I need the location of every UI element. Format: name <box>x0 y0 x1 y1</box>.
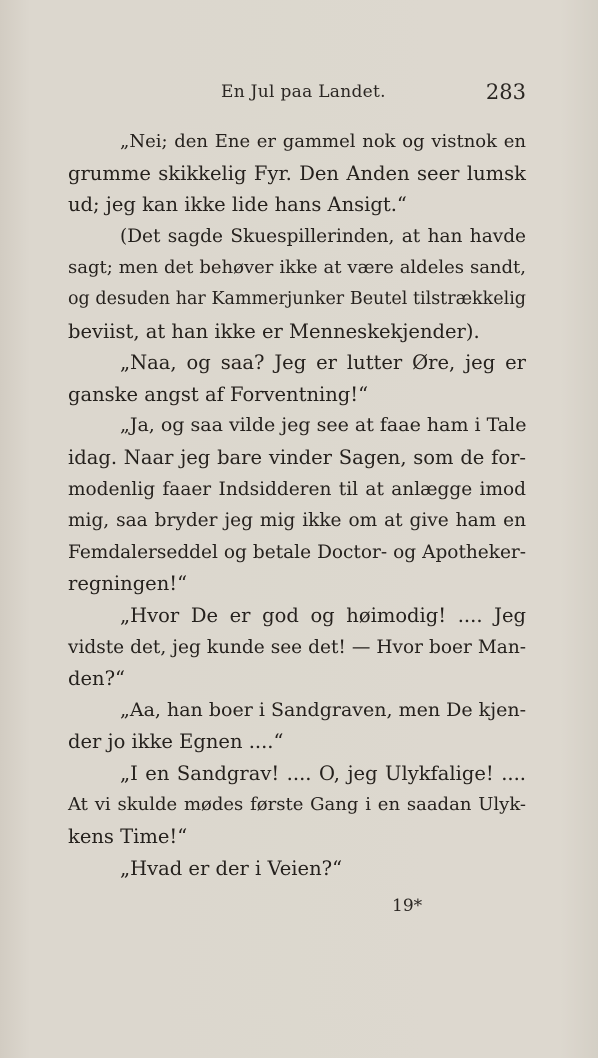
text-line: „Aa, han boer i Sandgraven, men De kjen- <box>120 698 526 721</box>
text-line: vidste det, jeg kunde see det! — Hvor boer Man- <box>68 636 526 658</box>
running-title: En Jul paa Landet. <box>221 82 386 102</box>
text-line: „Naa, og saa? Jeg er lutter Øre, jeg er <box>120 351 526 375</box>
text-line: Femdalerseddel og betale Doctor- og Apotheker- <box>68 541 526 563</box>
text-line: der jo ikke Egnen ....“ <box>68 730 284 754</box>
signature-mark: 19* <box>392 896 423 916</box>
text-line: „Ja, og saa vilde jeg see at faae ham i Tale <box>120 414 527 437</box>
text-line: og desuden har Kammerjunker Beutel tilstrækkelig <box>68 288 526 309</box>
text-line: At vi skulde mødes første Gang i en saadan Ulyk- <box>68 794 526 816</box>
text-line: ud; jeg kan ikke lide hans Ansigt.“ <box>68 193 407 217</box>
text-line: modenlig faaer Indsidderen til at anlægge imod <box>68 478 526 500</box>
text-line: „Nei; den Ene er gammel nok og vistnok en <box>120 131 526 152</box>
text-line: ganske angst af Forventning!“ <box>68 382 369 406</box>
text-line: den?“ <box>68 667 126 691</box>
text-line: idag. Naar jeg bare vinder Sagen, som de for- <box>68 445 526 469</box>
text-line: (Det sagde Skuespillerinden, at han havde <box>120 225 526 247</box>
page-header <box>66 78 526 108</box>
text-line: „Hvor De er god og høimodig! .... Jeg <box>120 603 526 627</box>
page-number: 283 <box>485 80 526 104</box>
text-line: sagt; men det behøver ikke at være aldeles sandt, <box>68 257 526 279</box>
text-line: grumme skikkelig Fyr. Den Anden seer lumsk <box>68 161 526 185</box>
body-text <box>68 126 526 884</box>
text-line: „I en Sandgrav! .... O, jeg Ulykfalige! .... <box>120 761 526 785</box>
text-line: kens Time!“ <box>68 825 188 849</box>
text-line: regningen!“ <box>68 572 188 596</box>
text-line: mig, saa bryder jeg mig ikke om at give ham en <box>68 510 526 532</box>
text-line: „Hvad er der i Veien?“ <box>120 856 343 880</box>
text-line: beviist, at han ikke er Menneskekjender). <box>68 319 480 343</box>
